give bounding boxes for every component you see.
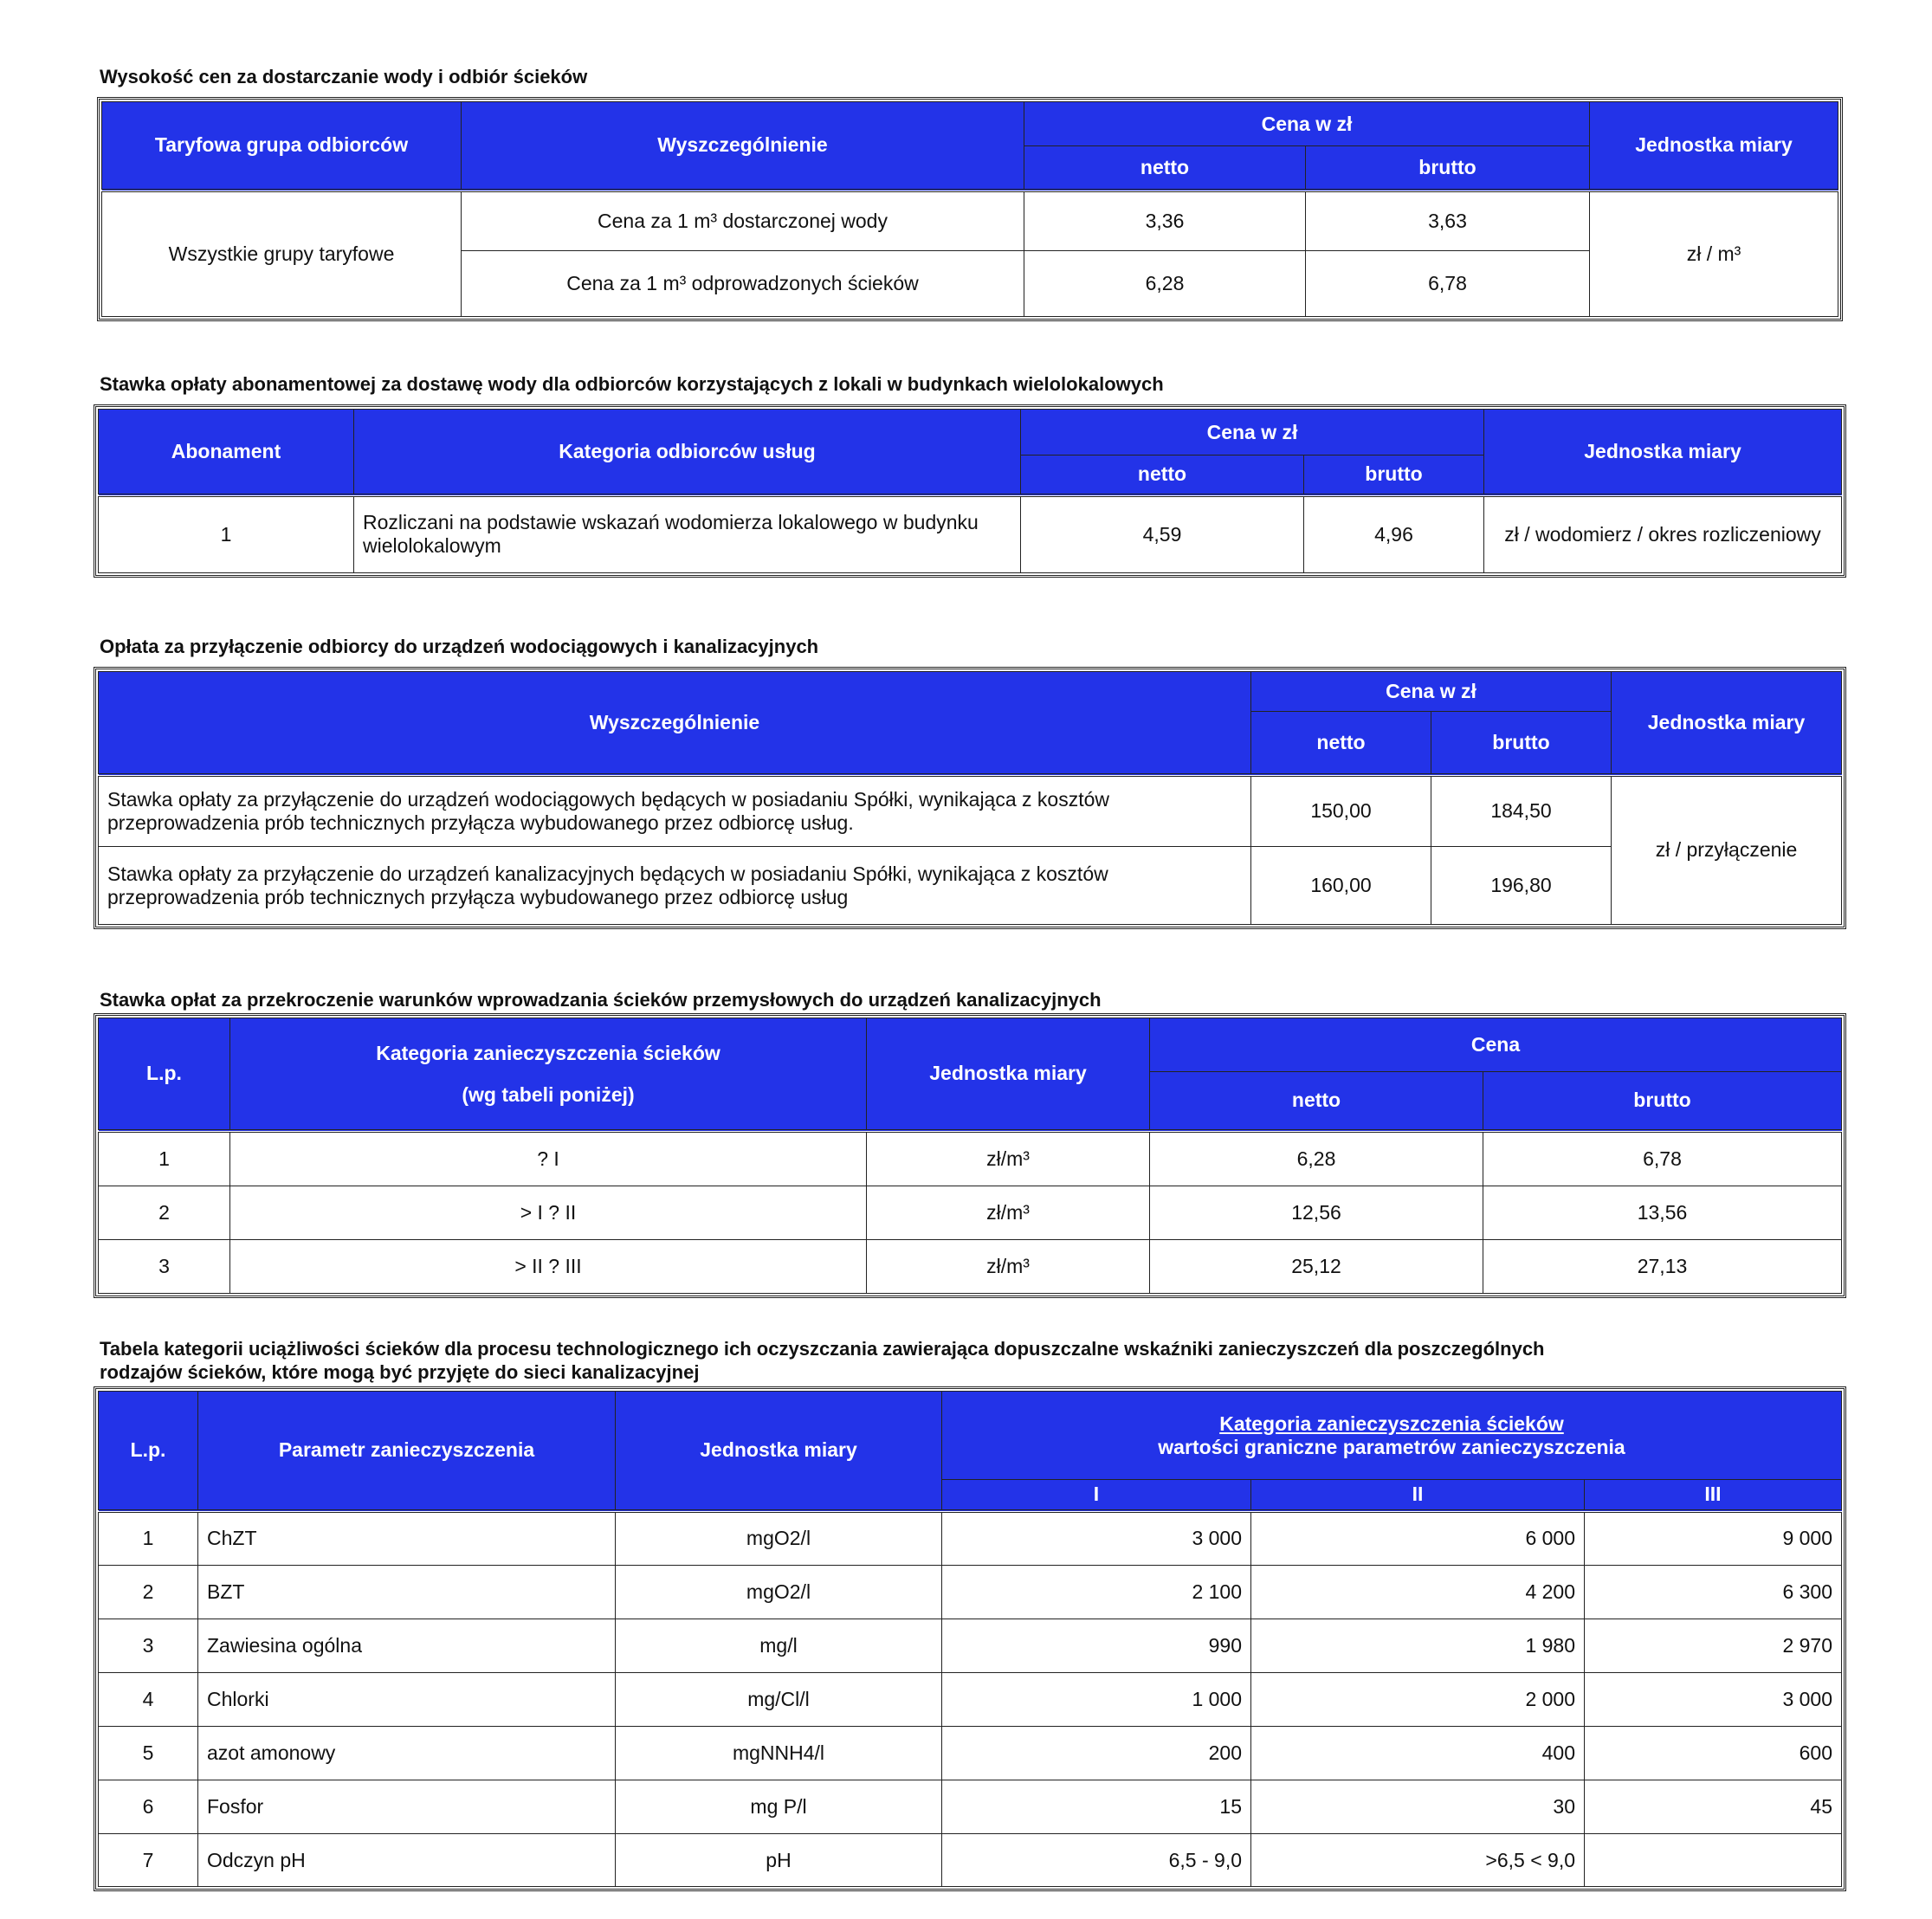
header-price: Cena w zł [1024, 102, 1590, 146]
category-i-cell: 3 000 [942, 1511, 1251, 1566]
table-row [99, 1619, 1842, 1673]
tariff-group-cell: Wszystkie grupy taryfowe [102, 191, 462, 317]
unit-cell: mg P/l [616, 1780, 942, 1834]
lp-cell: 1 [99, 1511, 198, 1566]
parameter-cell: Fosfor [198, 1780, 616, 1834]
lp-cell: 3 [99, 1619, 198, 1673]
header-parameter: Parametr zanieczyszczenia [198, 1392, 616, 1511]
category-ii-cell: 400 [1251, 1727, 1585, 1780]
unit-cell: zł / m³ [1590, 191, 1838, 317]
section-title-subscription: Stawka opłaty abonamentowej za dostawę wody dla odbiorców korzystających z lokali w budynkach wielolokalowych [100, 373, 1164, 395]
section-title-line2: rodzajów ścieków, które mogą być przyjęte do sieci kanalizacyjnej [100, 1361, 700, 1383]
netto-cell: 160,00 [1251, 847, 1431, 925]
section-title-pollution-categories [100, 1337, 1545, 1384]
table-row [99, 1240, 1842, 1294]
header-unit: Jednostka miary [1612, 672, 1842, 775]
category-i-cell: 1 000 [942, 1673, 1251, 1727]
header-pollution-category-line1: Kategoria zanieczyszczenia ścieków [376, 1041, 720, 1064]
unit-cell: zł / przyłączenie [1612, 775, 1842, 925]
connection-fee-table [94, 667, 1846, 929]
water-prices-table [97, 97, 1843, 321]
header-unit: Jednostka miary [1590, 102, 1838, 191]
section-title-excess-fees: Stawka opłat za przekroczenie warunków wprowadzania ścieków przemysłowych do urządzeń kanalizacyjnych [100, 989, 1102, 1011]
category-i-cell: 6,5 - 9,0 [942, 1834, 1251, 1887]
category-iii-cell: 3 000 [1585, 1673, 1842, 1727]
header-brutto: brutto [1304, 456, 1484, 495]
category-iii-cell: 2 970 [1585, 1619, 1842, 1673]
header-category-i: I [942, 1480, 1251, 1511]
lp-cell: 3 [99, 1240, 230, 1294]
header-customer-category: Kategoria odbiorców usług [354, 410, 1021, 495]
header-pollution-category-title: Kategoria zanieczyszczenia ścieków [1219, 1412, 1564, 1435]
header-lp: L.p. [99, 1018, 230, 1131]
category-ii-cell: 6 000 [1251, 1511, 1585, 1566]
header-price: Cena [1150, 1018, 1842, 1072]
category-iii-cell: 9 000 [1585, 1511, 1842, 1566]
header-price: Cena w zł [1251, 672, 1612, 712]
lp-cell: 2 [99, 1566, 198, 1619]
category-ii-cell: 30 [1251, 1780, 1585, 1834]
category-ii-cell: 2 000 [1251, 1673, 1585, 1727]
unit-cell: zł/m³ [867, 1131, 1150, 1186]
header-unit: Jednostka miary [616, 1392, 942, 1511]
header-pollution-category-subtitle: wartości graniczne parametrów zanieczyszczenia [1158, 1435, 1625, 1458]
brutto-cell: 27,13 [1483, 1240, 1842, 1294]
parameter-cell: Chlorki [198, 1673, 616, 1727]
category-i-cell: 200 [942, 1727, 1251, 1780]
parameter-cell: BZT [198, 1566, 616, 1619]
brutto-cell: 3,63 [1306, 191, 1590, 251]
category-iii-cell [1585, 1834, 1842, 1887]
lp-cell: 7 [99, 1834, 198, 1887]
excess-fees-table [94, 1013, 1846, 1298]
unit-cell: zł / wodomierz / okres rozliczeniowy [1484, 495, 1842, 573]
brutto-cell: 6,78 [1306, 251, 1590, 317]
section-title-water-prices: Wysokość cen za dostarczanie wody i odbiór ścieków [100, 66, 588, 87]
category-cell: ? I [230, 1131, 867, 1186]
header-price: Cena w zł [1021, 410, 1484, 456]
netto-cell: 12,56 [1150, 1186, 1483, 1240]
category-iii-cell: 600 [1585, 1727, 1842, 1780]
pollution-categories-table [94, 1386, 1846, 1891]
spec-cell: Cena za 1 m³ dostarczonej wody [462, 191, 1024, 251]
header-netto: netto [1024, 146, 1306, 191]
subscription-cell: 1 [99, 495, 354, 573]
header-brutto: brutto [1306, 146, 1590, 191]
spec-cell: Cena za 1 m³ odprowadzonych ścieków [462, 251, 1024, 317]
header-brutto: brutto [1483, 1072, 1842, 1131]
spec-cell: Stawka opłaty za przyłączenie do urządzeń kanalizacyjnych będących w posiadaniu Spółki, wynikająca z kosztów przeprowadzenia prób technicznych przyłącza wybudowanego przez odbiorcę usług [99, 847, 1251, 925]
category-iii-cell: 6 300 [1585, 1566, 1842, 1619]
category-i-cell: 15 [942, 1780, 1251, 1834]
netto-cell: 6,28 [1024, 251, 1306, 317]
category-ii-cell: 1 980 [1251, 1619, 1585, 1673]
table-row [99, 1673, 1842, 1727]
table-row [99, 1566, 1842, 1619]
header-netto: netto [1150, 1072, 1483, 1131]
header-unit: Jednostka miary [1484, 410, 1842, 495]
section-title-connection-fee: Opłata za przyłączenie odbiorcy do urządzeń wodociągowych i kanalizacyjnych [100, 636, 819, 657]
header-pollution-category-line2: (wg tabeli poniżej) [462, 1082, 635, 1106]
table-row [99, 1834, 1842, 1887]
table-row [99, 1131, 1842, 1186]
category-iii-cell: 45 [1585, 1780, 1842, 1834]
header-netto: netto [1021, 456, 1304, 495]
parameter-cell: ChZT [198, 1511, 616, 1566]
category-i-cell: 2 100 [942, 1566, 1251, 1619]
table-row [99, 1511, 1842, 1566]
category-cell: > I ? II [230, 1186, 867, 1240]
netto-cell: 6,28 [1150, 1131, 1483, 1186]
lp-cell: 2 [99, 1186, 230, 1240]
unit-cell: mgO2/l [616, 1511, 942, 1566]
header-pollution-category [230, 1018, 867, 1131]
unit-cell: pH [616, 1834, 942, 1887]
header-specification: Wyszczególnienie [462, 102, 1024, 191]
table-row [99, 1780, 1842, 1834]
subscription-table [94, 404, 1846, 578]
header-tariff-group: Taryfowa grupa odbiorców [102, 102, 462, 191]
spec-cell: Stawka opłaty za przyłączenie do urządzeń wodociągowych będących w posiadaniu Spółki, wynikająca z kosztów przeprowadzenia prób technicznych przyłącza wybudowanego przez odbiorcę usług. [99, 775, 1251, 847]
header-specification: Wyszczególnienie [99, 672, 1251, 775]
table-row [99, 1727, 1842, 1780]
netto-cell: 3,36 [1024, 191, 1306, 251]
table-row [99, 1186, 1842, 1240]
netto-cell: 4,59 [1021, 495, 1304, 573]
customer-category-cell: Rozliczani na podstawie wskazań wodomierza lokalowego w budynku wielolokalowym [354, 495, 1021, 573]
category-i-cell: 990 [942, 1619, 1251, 1673]
header-pollution-category [942, 1392, 1842, 1480]
header-netto: netto [1251, 712, 1431, 775]
section-title-line1: Tabela kategorii uciążliwości ścieków dla procesu technologicznego ich oczyszczania zawierająca dopuszczalne wskaźniki zanieczyszczeń dla poszczególnych [100, 1338, 1545, 1360]
parameter-cell: Odczyn pH [198, 1834, 616, 1887]
lp-cell: 4 [99, 1673, 198, 1727]
netto-cell: 25,12 [1150, 1240, 1483, 1294]
brutto-cell: 4,96 [1304, 495, 1484, 573]
brutto-cell: 6,78 [1483, 1131, 1842, 1186]
category-ii-cell: >6,5 < 9,0 [1251, 1834, 1585, 1887]
category-ii-cell: 4 200 [1251, 1566, 1585, 1619]
unit-cell: zł/m³ [867, 1186, 1150, 1240]
lp-cell: 6 [99, 1780, 198, 1834]
category-cell: > II ? III [230, 1240, 867, 1294]
brutto-cell: 13,56 [1483, 1186, 1842, 1240]
header-unit: Jednostka miary [867, 1018, 1150, 1131]
parameter-cell: azot amonowy [198, 1727, 616, 1780]
header-category-ii: II [1251, 1480, 1585, 1511]
header-category-iii: III [1585, 1480, 1842, 1511]
unit-cell: mgNNH4/l [616, 1727, 942, 1780]
brutto-cell: 196,80 [1431, 847, 1612, 925]
netto-cell: 150,00 [1251, 775, 1431, 847]
brutto-cell: 184,50 [1431, 775, 1612, 847]
unit-cell: mg/Cl/l [616, 1673, 942, 1727]
unit-cell: mg/l [616, 1619, 942, 1673]
header-subscription: Abonament [99, 410, 354, 495]
parameter-cell: Zawiesina ogólna [198, 1619, 616, 1673]
unit-cell: zł/m³ [867, 1240, 1150, 1294]
header-brutto: brutto [1431, 712, 1612, 775]
header-lp: L.p. [99, 1392, 198, 1511]
lp-cell: 1 [99, 1131, 230, 1186]
lp-cell: 5 [99, 1727, 198, 1780]
unit-cell: mgO2/l [616, 1566, 942, 1619]
